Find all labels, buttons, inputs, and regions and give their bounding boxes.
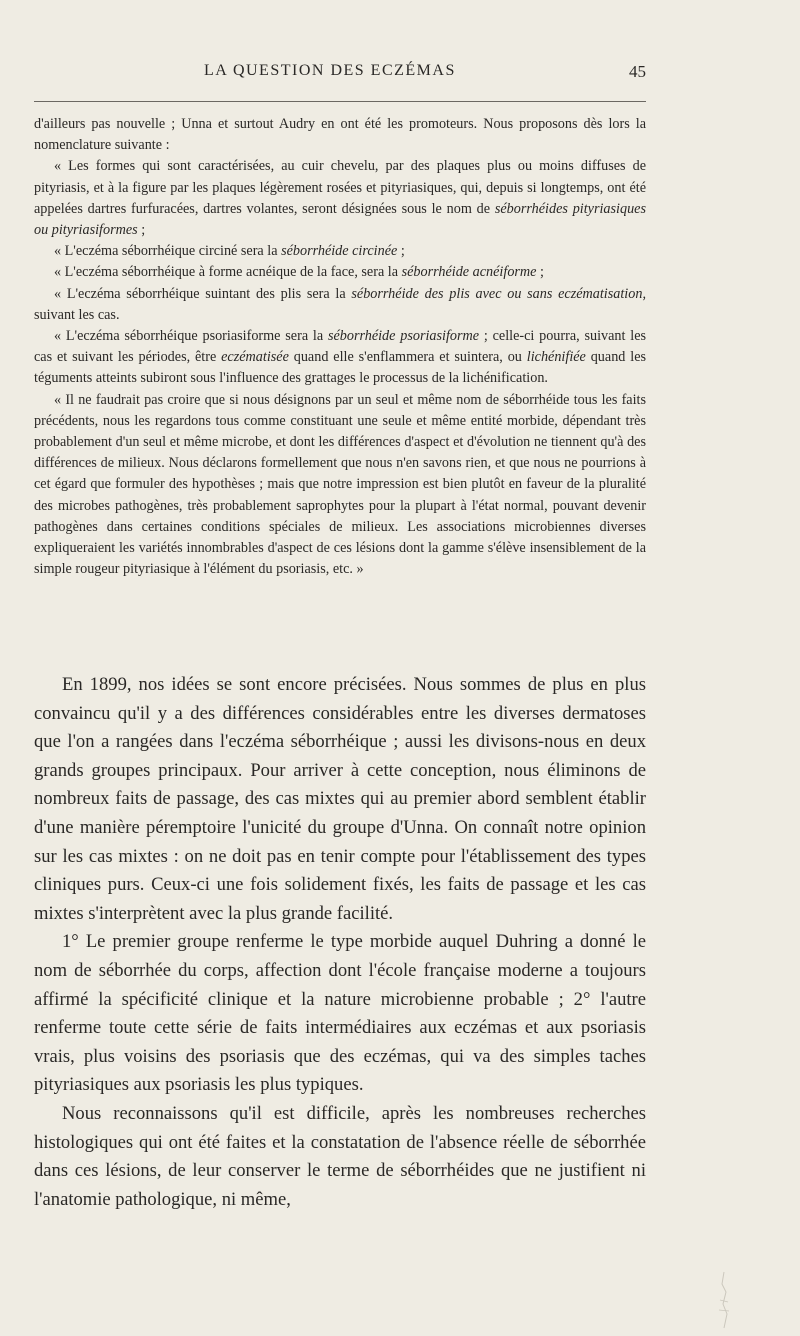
paragraph: [34, 326, 646, 390]
paragraph: 1° Le premier groupe renferme le type morbide auquel Duhring a donné le nom de séborrhée du corps, affection dont l'école française moderne a toujours affirmé la spécificité clinique et la nature microbienne probable ; 2° l'autre renferme toute cette série de faits intermédiaires aux eczémas et aux psoriasis vrais, plus voisins des psoriasis que des eczémas, qui va des simples taches pityriasiques aux psoriasis les plus typiques.: [34, 931, 646, 1096]
paragraph: [34, 156, 646, 241]
paragraph: [34, 241, 646, 262]
paragraph: Nous reconnaissons qu'il est difficile, après les nombreuses recherches histologiques qui ont été faites et la constatation de l'absence réelle de séborrhée dans ces lésions, de leur conserver le terme de séborrhéides que ne justifient ni l'anatomie pathologique, ni même,: [34, 1102, 646, 1210]
text-run: ;: [397, 243, 405, 260]
paragraph: « Il ne faudrait pas croire que si nous désignons par un seul et même nom de séborrhéide tous les faits précédents, nous les regardons tous comme constituant une seule et même entité morbide, dépendant très probablement d'un seul et même microbe, et dont les différences d'aspect et d'évolution ne tiennent qu'à des différences de milieux. Nous déclarons formellement que nous n'en savons rien, et que nous ne pourrions à cet égard que formuler des hypothèses ; mais que notre impression est bien plutôt en faveur de la pluralité des microbes pathogènes, très probablement saprophytes pour la plupart à l'état normal, pouvant devenir pathogènes dans certaines conditions spéciales de milieux. Les associations microbiennes diverses expliqueraient les variétés innombrables d'aspect de ces lésions dont la gamme s'élève insensiblement de la simple rougeur pityriasique à l'élément du psoriasis, etc. »: [34, 391, 646, 578]
quoted-nomenclature: [34, 114, 646, 580]
paragraph: En 1899, nos idées se sont encore précisées. Nous sommes de plus en plus convaincu qu'il y a des différences considérables entre les diverses dermatoses que l'on a rangées dans l'eczéma séborrhéique ; aussi les divisons-nous en deux grands groupes principaux. Pour arriver à cette conception, nous éliminons de nombreux faits de passage, des cas mixtes qui au premier abord semblent établir d'une manière péremptoire l'unicité du groupe d'Unna. On connaît notre opinion sur les cas mixtes : on ne doit pas en tenir compte pour l'établissement des types cliniques purs. Ceux-ci une fois solidement fixés, les faits de passage et les cas mixtes s'interprètent avec la plus grande facilité.: [34, 674, 646, 924]
italic-term: séborrhéides pityriasiques ou pityriasiformes: [34, 200, 646, 239]
italic-term: lichénifiée: [526, 349, 586, 366]
text-run: quand elle s'enflammera et suintera, ou: [288, 349, 527, 366]
text-run: quand les téguments atteints subiront sous l'influence des grattages le processus de la lichénification.: [34, 349, 647, 387]
text-run: « L'eczéma séborrhéique à forme acnéique de la face, sera la: [54, 264, 402, 281]
paragraph: [34, 284, 646, 326]
running-head: [34, 62, 646, 86]
italic-term: séborrhéide psoriasiforme: [327, 328, 480, 345]
text-run: suivant les cas.: [34, 306, 120, 323]
header-rule: [34, 101, 646, 102]
text-run: ; celle-ci pourra, suivant les cas et suivant les périodes, être: [34, 328, 647, 366]
paper-blemish: [714, 1270, 734, 1330]
page-number: 45: [629, 62, 646, 81]
text-run: « L'eczéma séborrhéique circiné sera la: [54, 243, 282, 260]
italic-term: séborrhéide circinée: [281, 243, 398, 260]
paragraph: [34, 262, 646, 283]
main-text: [34, 671, 646, 1214]
italic-term: séborrhéide des plis avec ou sans eczématisation,: [351, 285, 646, 302]
italic-term: séborrhéide acnéiforme: [401, 264, 537, 281]
italic-term: eczématisée: [221, 349, 289, 366]
paragraph: d'ailleurs pas nouvelle ; Unna et surtout Audry en ont été les promoteurs. Nous proposons dès lors la nomenclature suivante :: [34, 116, 646, 154]
text-run: « L'eczéma séborrhéique suintant des plis sera la: [54, 285, 352, 302]
text-run: ;: [536, 264, 544, 281]
text-run: « L'eczéma séborrhéique psoriasiforme sera la: [54, 328, 328, 345]
text-run: ;: [137, 222, 146, 239]
text-run: « Les formes qui sont caractérisées, au cuir chevelu, par des plaques plus ou moins diffuses de pityriasis, et à la figure par les plaques légèrement rosées et pityriasiques, qui, depuis si longtemps, ont été appelées dartres furfuracées, dartres volantes, seront désignées sous le nom de: [34, 158, 646, 217]
running-title: LA QUESTION DES ECZÉMAS: [204, 62, 456, 79]
